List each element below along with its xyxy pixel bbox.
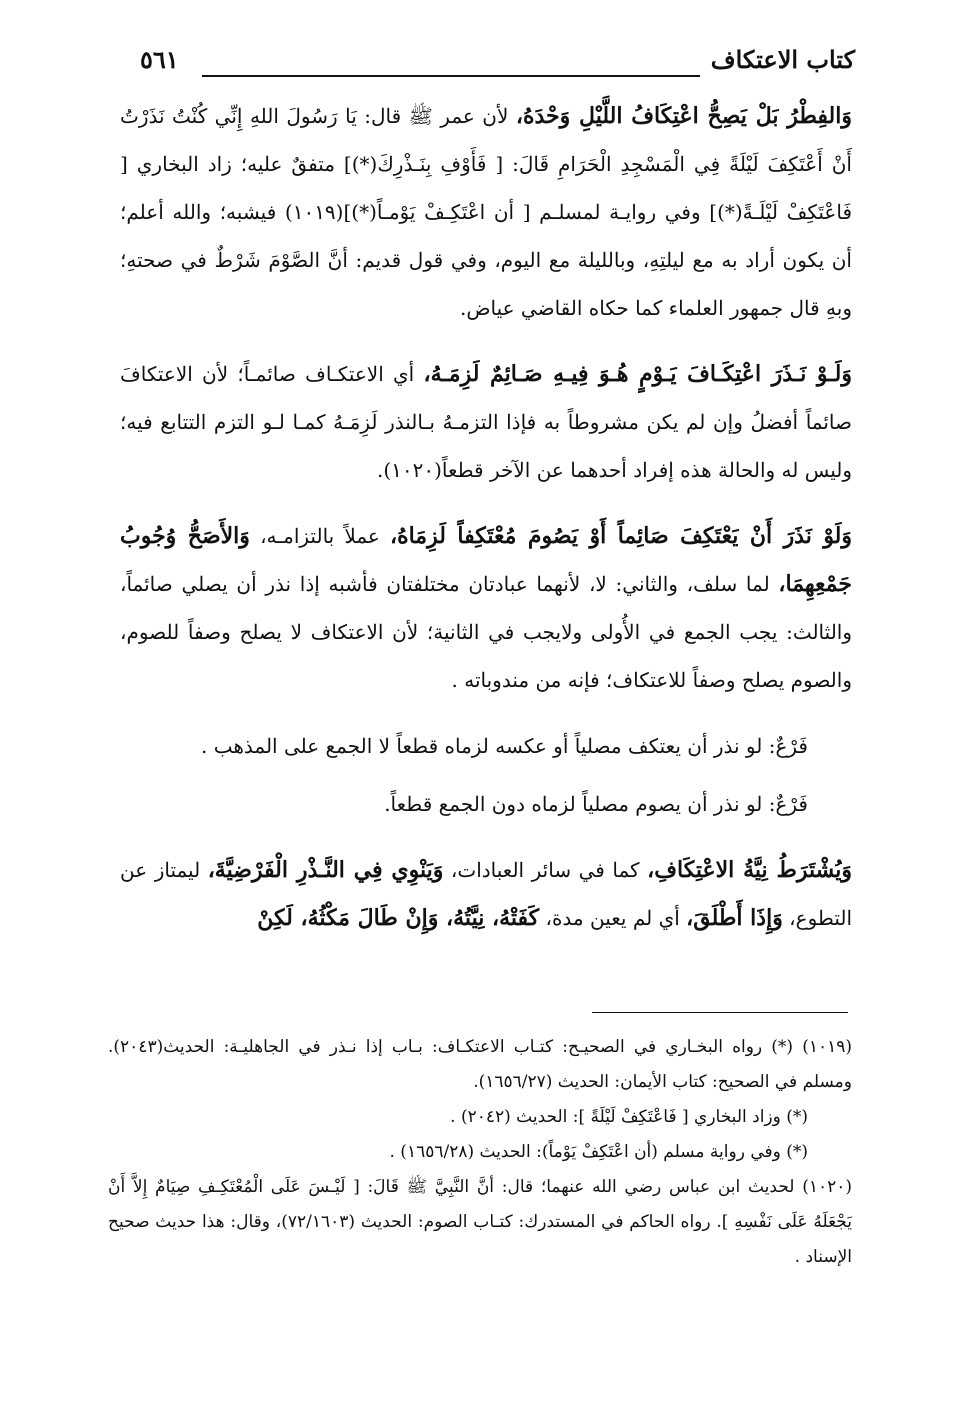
header-rule — [202, 75, 700, 77]
branch-text: فَرْعٌ: لو نذر أن يصوم مصلياً لزماه دون الجمع قطعاً. — [384, 792, 808, 816]
paragraph — [120, 846, 852, 942]
matn-text: وَلَوْ نَذَرَ أَنْ يَعْتَكِفَ صَائِماً أَوْ يَصُومَ مُعْتَكِفاً لَزِمَاهُ، — [389, 523, 853, 549]
commentary-text: ليمتاز عن التطوع، — [120, 858, 852, 930]
commentary-text: لأن عمر ﷺ قال: يَا رَسُولَ اللهِ إِنِّي كُنْتُ نَذَرْتُ أَنْ أَعْتَكِفَ لَيْلَةً فِي الْمَسْجِدِ الْحَرَامِ قَالَ: [ فَأَوْفِ بِنَـذْرِكَ(*)] متفقٌ عليه؛ زاد البخاري [ فَاعْتَكِفْ لَيْلَـةً(*)] وفي روايـة لمسلـم [ أن اعْتَكِـفْ يَوْمـاً(*)](١٠١٩) فيشبه؛ والله أعلم؛ أن يكون أراد به مع ليلتِهِ، وبالليلة مع اليوم، وفي قول قديم: أنَّ الصَّوْمَ شَرْطٌ في صحتهِ؛ وبهِ قال جمهور العلماء كما حكاه القاضي عياض. — [120, 104, 853, 320]
footnote-separator — [592, 1012, 848, 1013]
footnote: (١٠١٩) (*) رواه البخـاري في الصحيـح: كتـاب الاعتكـاف: بـاب إذا نـذر في الجاهليـة: الحديث(٢٠٤٣). ومسلم في الصحيح: كتاب الأيمان: الحديث (١٦٥٦/٢٧). — [108, 1037, 852, 1092]
commentary-text: أي الاعتكـاف صائمـاً؛ لأن الاعتكافَ صائماً أفضلُ وإن لم يكن مشروطاً به فإذا التزمـهُ بـالنذر لَزِمَـهُ كمـا لـو التزم التتابع فيه؛ وليس له والحالة هذه إفراد أحدهما عن الآخر قطعاً(١٠٢٠). — [120, 362, 852, 482]
chapter-title: كتاب الاعتكاف — [710, 45, 855, 74]
page-number: ٥٦١ — [140, 45, 179, 74]
matn-text: وَالأَصَحُّ وُجُوبُ جَمْعِهِمَا، — [120, 523, 852, 597]
running-header — [140, 45, 855, 85]
footnote: (١٠٢٠) لحديث ابن عباس رضي الله عنهما؛ قال: أنَّ النَّبِيَّ ﷺ قَالَ: [ لَيْـسَ عَلَى الْمُعْتَكِـفِ صِيَامٌ إِلاَّ أَنْ يَجْعَلَهُ عَلَى نَفْسِهِ ]. رواه الحاكم في المستدرك: كتـاب الصوم: الحديث (٧٢/١٦٠٣)، وقال: هذا حديث صحيح الإسناد . — [108, 1177, 852, 1267]
branch-text: فَرْعٌ: لو نذر أن يعتكف مصلياً أو عكسه لزماه قطعاً لا الجمع على المذهب . — [200, 734, 808, 758]
paragraph — [120, 92, 852, 332]
branch-paragraph — [120, 722, 852, 770]
matn-text: وَإِذَا أَطْلَقَ، — [686, 905, 783, 931]
paragraph — [120, 350, 852, 494]
matn-text: وَلَـوْ نَـذَرَ اعْتِكَـافَ يَـوْمٍ هُـوَ فِيـهِ صَـائِمٌ لَزِمَـهُ، — [423, 361, 852, 387]
commentary-text: لما سلف، والثاني: لا، لأنهما عبادتان مختلفتان فأشبه إذا نذر أن يصلي صائماً، والثالث: يجب الجمع في الأُولى ولايجب في الثانية؛ لأن الاعتكاف لا يصلح وصفاً للصوم، والصوم يصلح وصفاً للاعتكاف؛ فإنه من مندوباته . — [120, 572, 852, 692]
branch-paragraph — [120, 780, 852, 828]
footnote: (*) وزاد البخاري [ فَاعْتَكِفْ لَيْلَةً ]: الحديث (٢٠٤٢) . — [450, 1107, 808, 1127]
matn-text: وَيُشْتَرَطُ نِيَّةُ الاعْتِكَافِ، — [647, 857, 853, 883]
main-text — [120, 92, 852, 960]
commentary-text: عملاً بالتزامـه، — [249, 524, 390, 548]
commentary-text: كما في سائر العبادات، — [443, 858, 648, 882]
matn-text: كَفَتْهُ، نِيَّتُهُ، وَإِنْ طَالَ مَكْثُهُ، لَكِنْ — [257, 905, 540, 931]
matn-text: وَيَنْوِي فِي النَّـذْرِ الْفَرْضِيَّةَ، — [207, 857, 444, 883]
footnotes — [108, 1030, 852, 1275]
paragraph — [120, 512, 852, 704]
commentary-text: أي لم يعين مدة، — [539, 906, 687, 930]
footnote: (*) وفي رواية مسلم (أن اعْتَكِفْ يَوْماً): الحديث (١٦٥٦/٢٨) . — [389, 1142, 808, 1162]
matn-text: وَالفِطْرُ بَلْ يَصِحُّ اعْتِكَافُ اللَّيْلِ وَحْدَهُ، — [515, 103, 852, 129]
